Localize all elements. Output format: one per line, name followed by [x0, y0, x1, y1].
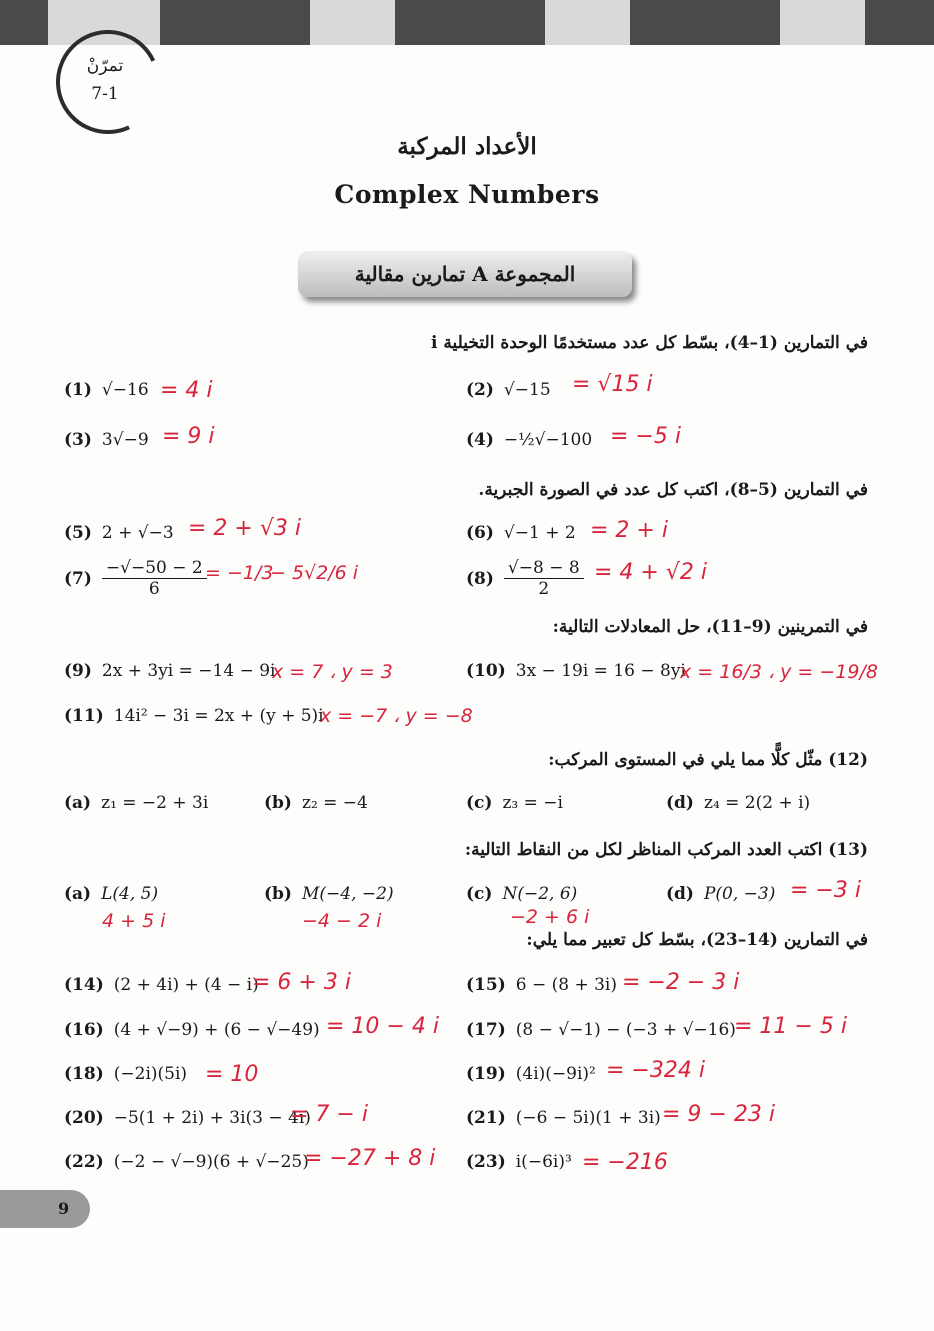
handwritten-answer: = −2 − 3 i — [622, 970, 740, 995]
exercise-18 — [64, 1064, 187, 1084]
handwritten-answer: = 6 + 3 i — [252, 970, 351, 995]
part-label: (b) — [264, 793, 292, 813]
exercise-23 — [466, 1152, 572, 1172]
exercise-6 — [466, 523, 576, 543]
exercise-20 — [64, 1108, 311, 1128]
exercise-14 — [64, 975, 259, 995]
exercise-badge — [70, 52, 140, 108]
part-label: (d) — [666, 793, 694, 813]
exercise-5 — [64, 523, 174, 543]
handwritten-answer: = −5 i — [610, 424, 681, 449]
exercise-21 — [466, 1108, 661, 1128]
exercise-expression: 14i² − 3i = 2x + (y + 5)i — [113, 706, 324, 726]
exercise-number: (14) — [64, 975, 104, 995]
exercise-number: (15) — [466, 975, 506, 995]
fraction-denominator: 2 — [538, 579, 550, 599]
exercise-12b — [264, 793, 368, 813]
header-block — [160, 0, 310, 45]
exercise-expression: (2 + 4i) + (4 − i) — [113, 975, 259, 995]
section-banner: المجموعة A تمارين مقالية — [298, 251, 632, 297]
header-block — [865, 0, 934, 45]
exercise-expression: (8 − √−1) − (−3 + √−16) — [515, 1020, 736, 1040]
exercise-expression: M(−4, −2) — [301, 884, 394, 904]
handwritten-answer: = −216 — [582, 1150, 668, 1175]
exercise-expression: −5(1 + 2i) + 3i(3 − 4i) — [113, 1108, 311, 1128]
exercise-expression: (4 + √−9) + (6 − √−49) — [113, 1020, 320, 1040]
fraction-denominator: 6 — [148, 579, 160, 599]
handwritten-answer: = 7 − i — [290, 1102, 368, 1127]
handwritten-answer: = 9 i — [162, 424, 215, 449]
exercise-number: (22) — [64, 1152, 104, 1172]
part-label: (b) — [264, 884, 292, 904]
badge-number: 7-1 — [91, 84, 119, 104]
page-title-english: Complex Numbers — [334, 180, 600, 209]
exercise-expression: √−16 — [101, 380, 149, 400]
handwritten-answer: = 4 i — [160, 378, 213, 403]
exercise-12d — [666, 793, 810, 813]
exercise-number: (19) — [466, 1064, 506, 1084]
exercise-expression: z₃ = −i — [502, 793, 563, 813]
exercise-number: (6) — [466, 523, 494, 543]
handwritten-answer: = 11 − 5 i — [734, 1014, 847, 1039]
exercise-15 — [466, 975, 617, 995]
exercise-22 — [64, 1152, 309, 1172]
exercise-1 — [64, 380, 149, 400]
exercise-number: (16) — [64, 1020, 104, 1040]
exercise-number: (4) — [466, 430, 494, 450]
exercise-7 — [64, 558, 207, 599]
exercise-number: (1) — [64, 380, 92, 400]
handwritten-answer: = −1/3 — [205, 562, 274, 584]
exercise-number: (21) — [466, 1108, 506, 1128]
page-number: 9 — [0, 1190, 90, 1228]
handwritten-answer: = 10 − 4 i — [326, 1014, 439, 1039]
exercise-number: (9) — [64, 661, 92, 681]
exercise-expression: P(0, −3) — [703, 884, 776, 904]
part-label: (c) — [466, 793, 493, 813]
handwritten-answer: = 9 − 23 i — [662, 1102, 775, 1127]
exercise-expression: 3x − 19i = 16 − 8yi — [515, 661, 686, 681]
exercise-13a — [64, 884, 158, 904]
exercise-expression: √−1 + 2 — [503, 523, 576, 543]
header-bar — [0, 0, 934, 45]
exercise-17 — [466, 1020, 736, 1040]
exercise-number: (3) — [64, 430, 92, 450]
exercise-13d — [666, 884, 775, 904]
exercise-13b — [264, 884, 394, 904]
exercise-number: (8) — [466, 568, 494, 589]
exercise-2 — [466, 380, 551, 400]
exercise-expression: 2 + √−3 — [101, 523, 174, 543]
handwritten-answer: = −324 i — [606, 1058, 705, 1083]
handwritten-answer: − 5√2/6 i — [270, 562, 359, 584]
exercise-expression: z₄ = 2(2 + i) — [703, 793, 811, 813]
part-label: (a) — [64, 884, 92, 904]
exercise-number: (20) — [64, 1108, 104, 1128]
exercise-3 — [64, 430, 149, 450]
header-block — [0, 0, 48, 45]
part-label: (c) — [466, 884, 493, 904]
handwritten-answer: = √15 i — [572, 372, 653, 397]
handwritten-answer: x = −7 ، y = −8 — [320, 705, 473, 727]
instruction-13: (13) اكتب العدد المركب المناظر لكل من النقاط التالية: — [464, 840, 868, 860]
fraction-numerator: √−8 − 8 — [504, 558, 584, 579]
part-label: (d) — [666, 884, 694, 904]
handwritten-answer: = −3 i — [790, 878, 861, 903]
handwritten-answer: = 4 + √2 i — [594, 560, 707, 585]
instruction-3: في التمرينين (9–11)، حل المعادلات التالية: — [552, 617, 868, 637]
exercise-13c — [466, 884, 577, 904]
exercise-4 — [466, 430, 592, 450]
exercise-expression: 6 − (8 + 3i) — [515, 975, 618, 995]
part-label: (a) — [64, 793, 92, 813]
exercise-9 — [64, 661, 275, 681]
exercise-expression: N(−2, 6) — [502, 884, 578, 904]
handwritten-answer: = 2 + i — [590, 518, 668, 543]
exercise-number: (17) — [466, 1020, 506, 1040]
handwritten-answer: 4 + 5 i — [102, 910, 166, 932]
exercise-expression: (−2 − √−9)(6 + √−25) — [113, 1152, 309, 1172]
exercise-expression: 3√−9 — [101, 430, 149, 450]
exercise-expression: (−6 − 5i)(1 + 3i) — [515, 1108, 661, 1128]
exercise-expression: i(−6i)³ — [515, 1152, 572, 1172]
exercise-number: (18) — [64, 1064, 104, 1084]
exercise-expression: √−15 — [503, 380, 551, 400]
exercise-expression: z₂ = −4 — [301, 793, 368, 813]
exercise-16 — [64, 1020, 320, 1040]
handwritten-answer: x = 7 ، y = 3 — [272, 661, 393, 683]
handwritten-answer: = 2 + √3 i — [188, 516, 301, 541]
exercise-19 — [466, 1064, 596, 1084]
exercise-expression: 2x + 3yi = −14 − 9i — [101, 661, 276, 681]
exercise-expression: L(4, 5) — [101, 884, 159, 904]
handwritten-answer: x = 16/3 ، y = −19/8 — [680, 661, 878, 683]
instruction-1: في التمارين (1–4)، بسّط كل عدد مستخدمًا الوحدة التخيلية i — [431, 333, 868, 353]
exercise-12a — [64, 793, 208, 813]
exercise-expression: (−2i)(5i) — [113, 1064, 188, 1084]
exercise-number: (11) — [64, 706, 104, 726]
exercise-8 — [466, 558, 584, 599]
exercise-number: (23) — [466, 1152, 506, 1172]
exercise-number: (5) — [64, 523, 92, 543]
exercise-expression: (4i)(−9i)² — [515, 1064, 596, 1084]
header-block — [395, 0, 545, 45]
instruction-12: (12) مثّل كلًّا مما يلي في المستوى المركب: — [548, 750, 868, 770]
exercise-number: (7) — [64, 568, 92, 589]
handwritten-answer: −4 − 2 i — [302, 910, 382, 932]
handwritten-answer: −2 + 6 i — [510, 906, 590, 928]
exercise-expression: −½√−100 — [503, 430, 593, 450]
exercise-expression: z₁ = −2 + 3i — [101, 793, 209, 813]
exercise-10 — [466, 661, 686, 681]
exercise-number: (10) — [466, 661, 506, 681]
exercise-11 — [64, 706, 324, 726]
header-block — [630, 0, 780, 45]
handwritten-answer: = 10 — [205, 1062, 259, 1087]
instruction-2: في التمارين (5–8)، اكتب كل عدد في الصورة الجبرية. — [478, 480, 868, 500]
instruction-4: في التمارين (14–23)، بسّط كل تعبير مما يلي: — [526, 930, 868, 950]
exercise-12c — [466, 793, 563, 813]
handwritten-answer: = −27 + 8 i — [304, 1146, 436, 1171]
fraction-numerator: −√−50 − 2 — [102, 558, 207, 579]
badge-label: تمرّنْ — [86, 56, 124, 76]
exercise-number: (2) — [466, 380, 494, 400]
page-title-arabic: الأعداد المركبة — [397, 133, 537, 160]
